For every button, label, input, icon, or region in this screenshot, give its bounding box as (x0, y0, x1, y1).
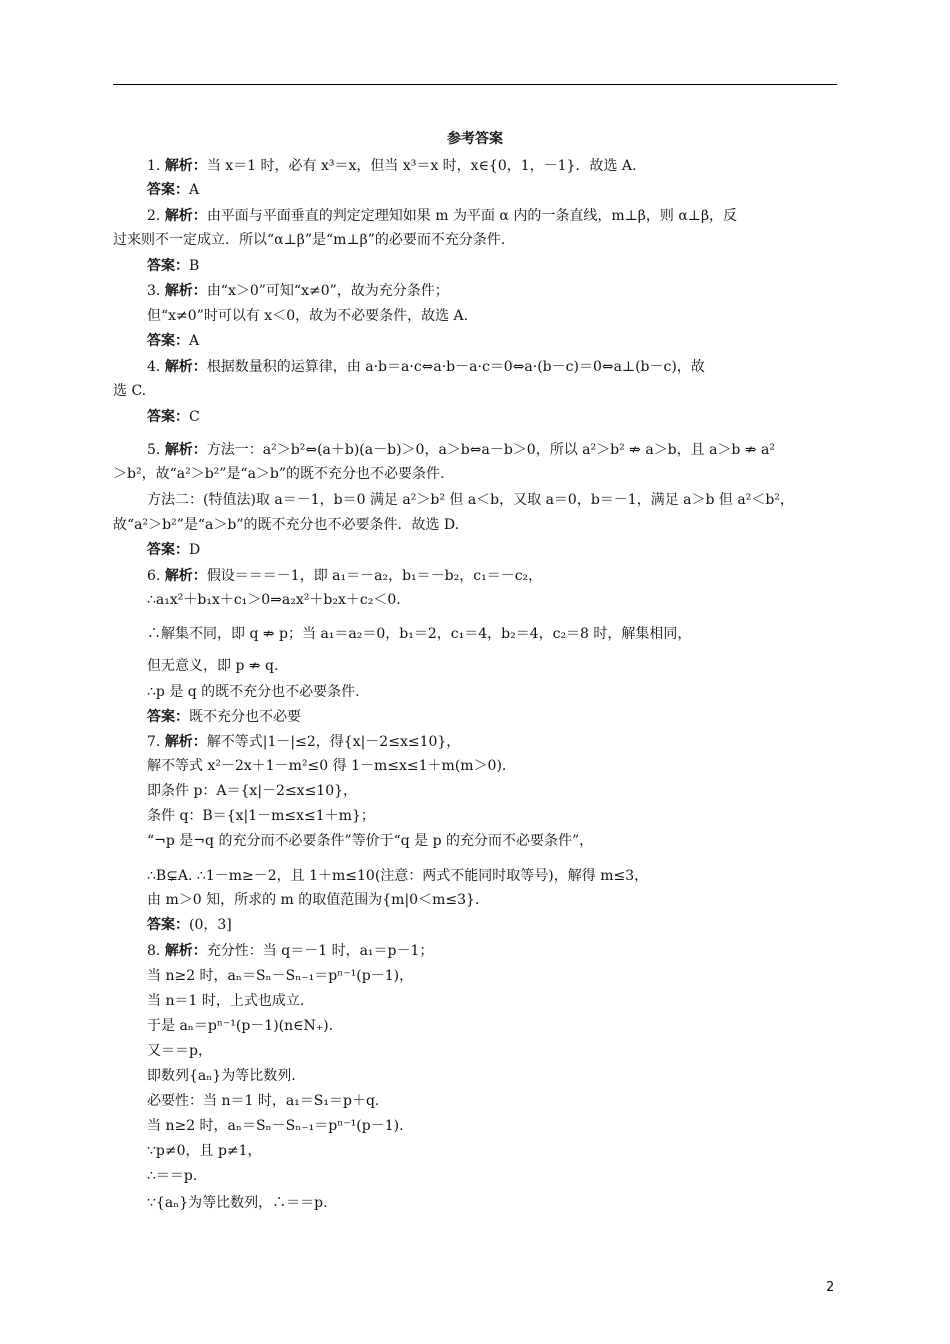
line-segment: 但无意义，即 p ⇏ q. (147, 658, 279, 674)
line-segment: 条件 q：B＝{x|1－m≤x≤1＋m}； (147, 808, 375, 824)
line-segment: 又＝＝p， (147, 1043, 212, 1059)
bold-label: 解析： (164, 158, 207, 174)
line-text (147, 540, 200, 560)
line-text (147, 331, 199, 351)
line-segment: 但“x≠0”时可以有 x＜0，故为不必要条件，故选 A. (147, 308, 469, 324)
line-text (147, 756, 506, 776)
bold-label: 解析： (164, 208, 207, 224)
line-segment: 假设＝＝＝－1，即 a₁＝－a₂，b₁＝－b₂，c₁＝－c₂， (206, 568, 543, 584)
line-text (147, 781, 357, 801)
line-segment: 过来则不一定成立．所以“α⊥β”是“m⊥β”的必要而不充分条件. (113, 232, 506, 248)
bold-label: 答案： (147, 917, 189, 933)
line-segment: 1. (147, 158, 165, 174)
line-text (147, 1166, 197, 1186)
bold-label: 答案： (147, 409, 189, 425)
line-segment: 故“a²＞b²”是“a＞b”的既不充分也不必要条件．故选 D. (113, 517, 460, 533)
line-segment: 根据数量积的运算律，由 a·b＝a·c⇔a·b－a·c＝0⇔a·(b－c)＝0⇔a⊥(b－c)，故 (206, 359, 705, 375)
line-text (147, 732, 460, 752)
bold-label: 答案： (147, 333, 189, 349)
line-segment: 即条件 p：A＝{x|－2≤x≤10}， (147, 783, 358, 799)
line-segment: 8. (147, 943, 165, 959)
line-segment: 4. (147, 359, 165, 375)
bold-label: 解析： (164, 568, 207, 584)
line-segment: ∴B⊊A. ∴1－m≥－2，且 1＋m≤10(注意：两式不能同时取等号)，解得 m≤3， (147, 868, 649, 884)
line-segment: 2. (147, 208, 165, 224)
line-segment: 当 x＝1 时，必有 x³＝x，但当 x³＝x 时，x∈{0，1，－1}．故选 A. (206, 158, 637, 174)
line-segment: 当 n≥2 时，aₙ＝Sₙ－Sₙ₋₁＝pⁿ⁻¹(p－1). (147, 1118, 404, 1134)
bold-label: 答案： (147, 709, 189, 725)
line-text (147, 440, 775, 460)
line-segment: 充分性：当 q＝－1 时，a₁＝p－1； (206, 943, 434, 959)
line-text (147, 156, 636, 176)
line-text (147, 357, 705, 377)
line-segment: A (189, 333, 200, 349)
line-text (147, 566, 542, 586)
line-segment: 5. (147, 442, 165, 458)
line-segment: 3. (147, 283, 165, 299)
line-segment: D (189, 542, 201, 558)
line-segment: ∴＝＝p. (147, 1168, 198, 1184)
line-text (147, 890, 479, 910)
line-text (147, 1141, 262, 1161)
line-segment: 6. (147, 568, 165, 584)
line-segment: 即数列{aₙ}为等比数列. (147, 1068, 296, 1084)
line-text (147, 624, 691, 644)
line-segment: 当 n≥2 时，aₙ＝Sₙ－Sₙ₋₁＝pⁿ⁻¹(p－1)， (147, 968, 414, 984)
line-segment: “¬p 是¬q 的充分而不必要条件”等价于“q 是 p 的充分而不必要条件”， (147, 833, 594, 849)
line-segment: B (189, 258, 200, 274)
line-text (147, 707, 301, 727)
line-segment: 由“x＞0”可知“x≠0”，故为充分条件； (206, 283, 449, 299)
bold-label: 答案： (147, 542, 189, 558)
line-text (147, 490, 794, 510)
line-text (147, 941, 433, 961)
bold-label: 答案： (147, 182, 189, 198)
line-segment: ＞b²，故“a²＞b²”是“a＞b”的既不充分也不必要条件. (113, 466, 445, 482)
bold-label: 答案： (147, 258, 189, 274)
line-text (147, 206, 737, 226)
line-segment: 解不等式 x²－2x＋1－m²≤0 得 1－m≤x≤1＋m(m＞0). (147, 758, 507, 774)
line-text (113, 230, 505, 250)
line-segment: C (189, 409, 200, 425)
line-text (147, 281, 449, 301)
bold-label: 解析： (164, 359, 207, 375)
bold-label: 解析： (164, 283, 207, 299)
line-segment: 选 C. (113, 383, 147, 399)
line-text (147, 866, 648, 886)
line-text (113, 381, 146, 401)
line-text (147, 180, 199, 200)
line-text (147, 590, 401, 610)
line-segment: 7. (147, 734, 165, 750)
line-text (113, 515, 459, 535)
line-text (147, 831, 593, 851)
page-title: 参考答案 (447, 131, 503, 147)
line-segment: ∴p 是 q 的既不充分也不必要条件. (147, 684, 360, 700)
line-segment: ∵p≠0，且 p≠1， (147, 1143, 262, 1159)
line-segment: (0，3] (189, 917, 232, 933)
header-rule (113, 84, 837, 85)
line-text (147, 407, 200, 427)
line-segment: ∴a₁x²＋b₁x＋c₁＞0⇒a₂x²＋b₂x＋c₂＜0. (147, 592, 401, 608)
line-text (147, 1041, 212, 1061)
line-segment: 必要性：当 n＝1 时，a₁＝S₁＝p＋q. (147, 1093, 380, 1109)
line-text (147, 306, 468, 326)
line-text (147, 806, 375, 826)
line-segment: 当 n＝1 时，上式也成立. (147, 993, 305, 1009)
bold-label: 解析： (164, 943, 207, 959)
line-segment: 由 m＞0 知，所求的 m 的取值范围为{m|0＜m≤3}. (147, 892, 480, 908)
line-text (147, 991, 304, 1011)
line-segment: 解不等式|1－|≤2，得{x|－2≤x≤10}， (206, 734, 461, 750)
bold-label: 解析： (164, 442, 207, 458)
line-text (147, 1193, 328, 1213)
bold-label: 解析： (164, 734, 207, 750)
line-text (147, 656, 278, 676)
line-text (113, 464, 445, 484)
line-segment: 由平面与平面垂直的判定定理知如果 m 为平面 α 内的一条直线，m⊥β，则 α⊥β，反 (206, 208, 738, 224)
line-segment: 方法二：(特值法)取 a＝－1，b＝0 满足 a²＞b² 但 a＜b，又取 a＝0，b＝－1，满足 a＞b 但 a²＜b²， (147, 492, 794, 508)
line-text (147, 1116, 404, 1136)
line-segment: 方法一：a²＞b²⇔(a＋b)(a－b)＞0，a＞b⇔a－b＞0，所以 a²＞b² ⇏ a＞b，且 a＞b ⇏ a² (206, 442, 775, 458)
line-text (147, 915, 232, 935)
line-text (147, 1091, 379, 1111)
line-text (147, 966, 413, 986)
line-segment: ∵{aₙ}为等比数列，∴＝＝p. (147, 1195, 328, 1211)
line-text (147, 1066, 296, 1086)
line-segment: A (189, 182, 200, 198)
line-segment: 于是 aₙ＝pⁿ⁻¹(p－1)(n∈N₊). (147, 1018, 334, 1034)
line-segment: ∴解集不同，即 q ⇏ p；当 a₁＝a₂＝0，b₁＝2，c₁＝4，b₂＝4，c₂＝8 时，解集相同， (147, 626, 692, 642)
page-number: 2 (826, 1280, 835, 1295)
line-text (147, 256, 199, 276)
line-segment: 既不充分也不必要 (189, 709, 301, 725)
line-text (147, 1016, 333, 1036)
line-text (147, 682, 360, 702)
